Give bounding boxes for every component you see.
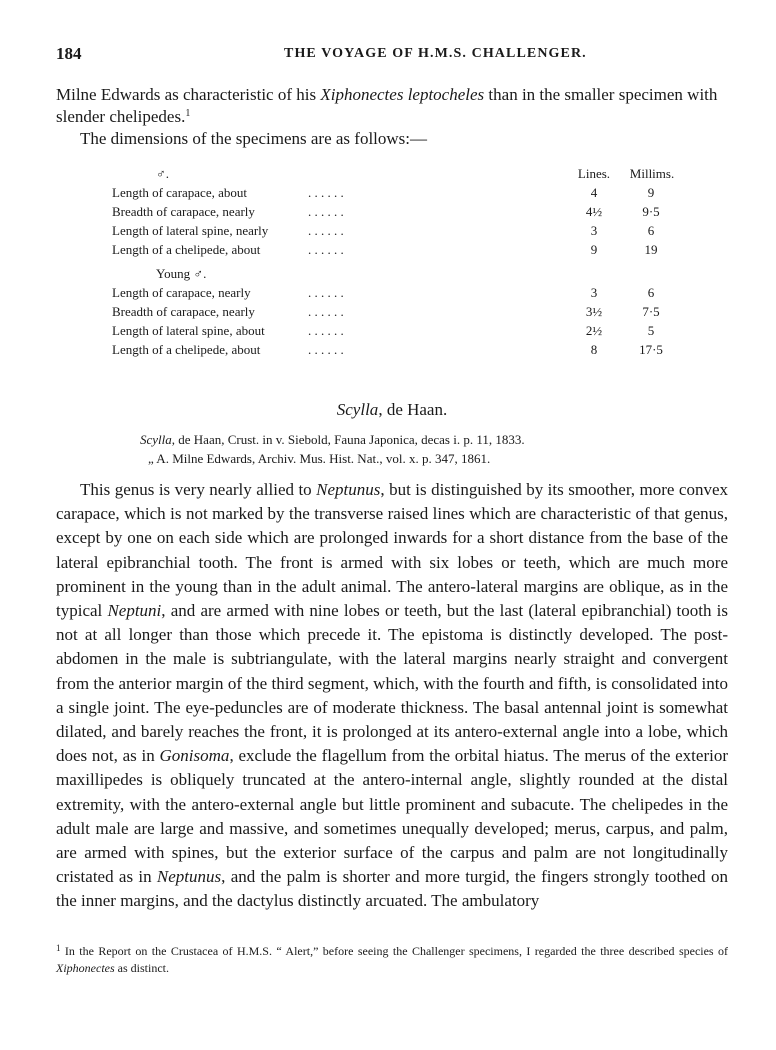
footnote (56, 940, 728, 977)
column-header-lines: Lines. (577, 166, 611, 181)
body-text-run: , exclude the flagellum from the orbital hiatus. The merus of the exterior maxillipedes is obliquely truncated at the antero-internal angle, slightly rounded at the distal extremity, with the antero-external angle but little prominent and subacute. The chelipedes in the adult male are large and massive, and sometimes unequally developed; merus, carpus, and palm, are armed with spines, but the exterior surface of the carpus and palm are not longitudinally cristated as in (56, 746, 728, 887)
cell-millims: 19 (644, 242, 658, 257)
row-label: Length of carapace, nearly (112, 285, 251, 300)
table-header-row (112, 164, 712, 183)
page-header (56, 44, 728, 66)
dimensions-table-young (112, 264, 712, 359)
reference-text: , de Haan, Crust. in v. Siebold, Fauna Japonica, decas i. p. 11, 1833. (171, 432, 525, 447)
intro-text-run: Milne Edwards as characteristic of his (56, 85, 321, 104)
section-heading-author: , de Haan. (378, 400, 448, 419)
row-label: Length of a chelipede, about (112, 342, 261, 357)
body-text-run: , but is distinguished by its smoother, more convex carapace, which is not marked by the transverse raised lines which are characteristic of that genus, except by one on each side which are prolonged inwards for a short distance from the base of the lateral epibranchial tooth. The front is armed with six lobes or teeth, which are much more prominent in the young than in the adult animal. The antero-lateral margins are oblique, as in the typical (56, 480, 728, 621)
cell-millims: 17·5 (639, 342, 663, 357)
intro-text (56, 84, 728, 150)
section-heading (56, 400, 728, 420)
cell-lines: 4½ (585, 204, 603, 219)
column-header-millims: Millims. (629, 166, 675, 181)
table-row (112, 221, 712, 240)
dot-leader: . . . . . . (308, 285, 344, 300)
table-row (112, 202, 712, 221)
table-row (112, 240, 712, 259)
running-title: THE VOYAGE OF H.M.S. CHALLENGER. (284, 46, 587, 61)
genus-name: Neptunus (316, 480, 381, 499)
body-paragraph (56, 478, 728, 914)
table-row (112, 183, 712, 202)
dot-leader: . . . . . . (308, 304, 344, 319)
body-text-run: , and the palm is shorter and more turgid, the fingers strongly toothed on the inner margins, and the dactylus distinctly arcuated. The ambulatory (56, 867, 728, 911)
body-text-run: , and are armed with nine lobes or teeth, but the last (lateral epibranchial) tooth is not at all longer than those which precede it. The epistoma is distinctly developed. The post-abdomen in the male is subtriangulate, with the lateral margins nearly straight and convergent from the anterior margin of the third segment, which, with the fourth and fifth, is consolidated into a single joint. The eye-peduncles are of moderate thickness. The basal antennal joint is somewhat dilated, and barely reaches the front, it is prolonged at its antero-external angle into a lobe, which does not, as in (56, 601, 728, 766)
cell-millims: 9 (647, 185, 655, 200)
cell-lines: 3 (590, 285, 598, 300)
row-label: Length of lateral spine, about (112, 323, 265, 338)
cell-lines: 3½ (585, 304, 603, 319)
dimensions-table-adult (112, 164, 712, 259)
reference-line: „ A. Milne Edwards, Archiv. Mus. Hist. Nat., vol. x. p. 347, 1861. (148, 451, 491, 466)
row-label: Length of lateral spine, nearly (112, 223, 269, 238)
genus-name: Neptuni (107, 601, 162, 621)
row-label: Breadth of carapace, nearly (112, 204, 255, 219)
cell-lines: 2½ (585, 323, 603, 338)
body-text-run: This genus is very nearly allied to (80, 480, 317, 499)
table-row (112, 340, 712, 359)
dot-leader: . . . . . . (308, 242, 344, 257)
row-label: Length of a chelipede, about (112, 242, 261, 257)
footnote-text: In the Report on the Crustacea of H.M.S. “ Alert,” before seeing the Challenger specimens, I regarded the three described species of (60, 944, 728, 958)
dot-leader: . . . . . . (308, 342, 344, 357)
table-row (112, 302, 712, 321)
table-row (112, 283, 712, 302)
dot-leader: . . . . . . (308, 185, 344, 200)
intro-paragraph (56, 84, 728, 128)
cell-millims: 6 (647, 223, 655, 238)
table-header-row (112, 264, 712, 283)
references (140, 430, 700, 468)
cell-millims: 7·5 (642, 304, 660, 319)
cell-millims: 5 (647, 323, 655, 338)
species-name: Xiphonectes leptocheles (320, 85, 485, 104)
cell-millims: 6 (647, 285, 655, 300)
cell-lines: 9 (590, 242, 598, 257)
genus-name: Scylla (336, 400, 379, 419)
cell-lines: 8 (590, 342, 598, 357)
dimensions-intro: The dimensions of the specimens are as follows:— (80, 129, 428, 148)
genus-name: Scylla (140, 432, 172, 447)
genus-name: Neptunus (156, 867, 222, 887)
reference-line (140, 430, 700, 449)
row-label: Breadth of carapace, nearly (112, 304, 255, 319)
cell-millims: 9·5 (642, 204, 660, 219)
dot-leader: . . . . . . (308, 223, 344, 238)
group-heading: Young ♂. (156, 266, 207, 281)
footnote-text: as distinct. (114, 961, 169, 975)
cell-lines: 3 (590, 223, 598, 238)
table-row (112, 321, 712, 340)
footnote-reference: 1 (185, 108, 191, 119)
page-number: 184 (56, 44, 82, 63)
group-heading: ♂. (156, 166, 169, 181)
cell-lines: 4 (590, 185, 598, 200)
dot-leader: . . . . . . (308, 204, 344, 219)
row-label: Length of carapace, about (112, 185, 247, 200)
genus-name: Gonisoma (159, 746, 230, 766)
footnote-mark: 1 (56, 943, 61, 953)
dot-leader: . . . . . . (308, 323, 344, 338)
genus-name: Xiphonectes (56, 961, 115, 975)
intro-text-run: than in the smaller specimen with slender chelipedes. (56, 85, 718, 126)
